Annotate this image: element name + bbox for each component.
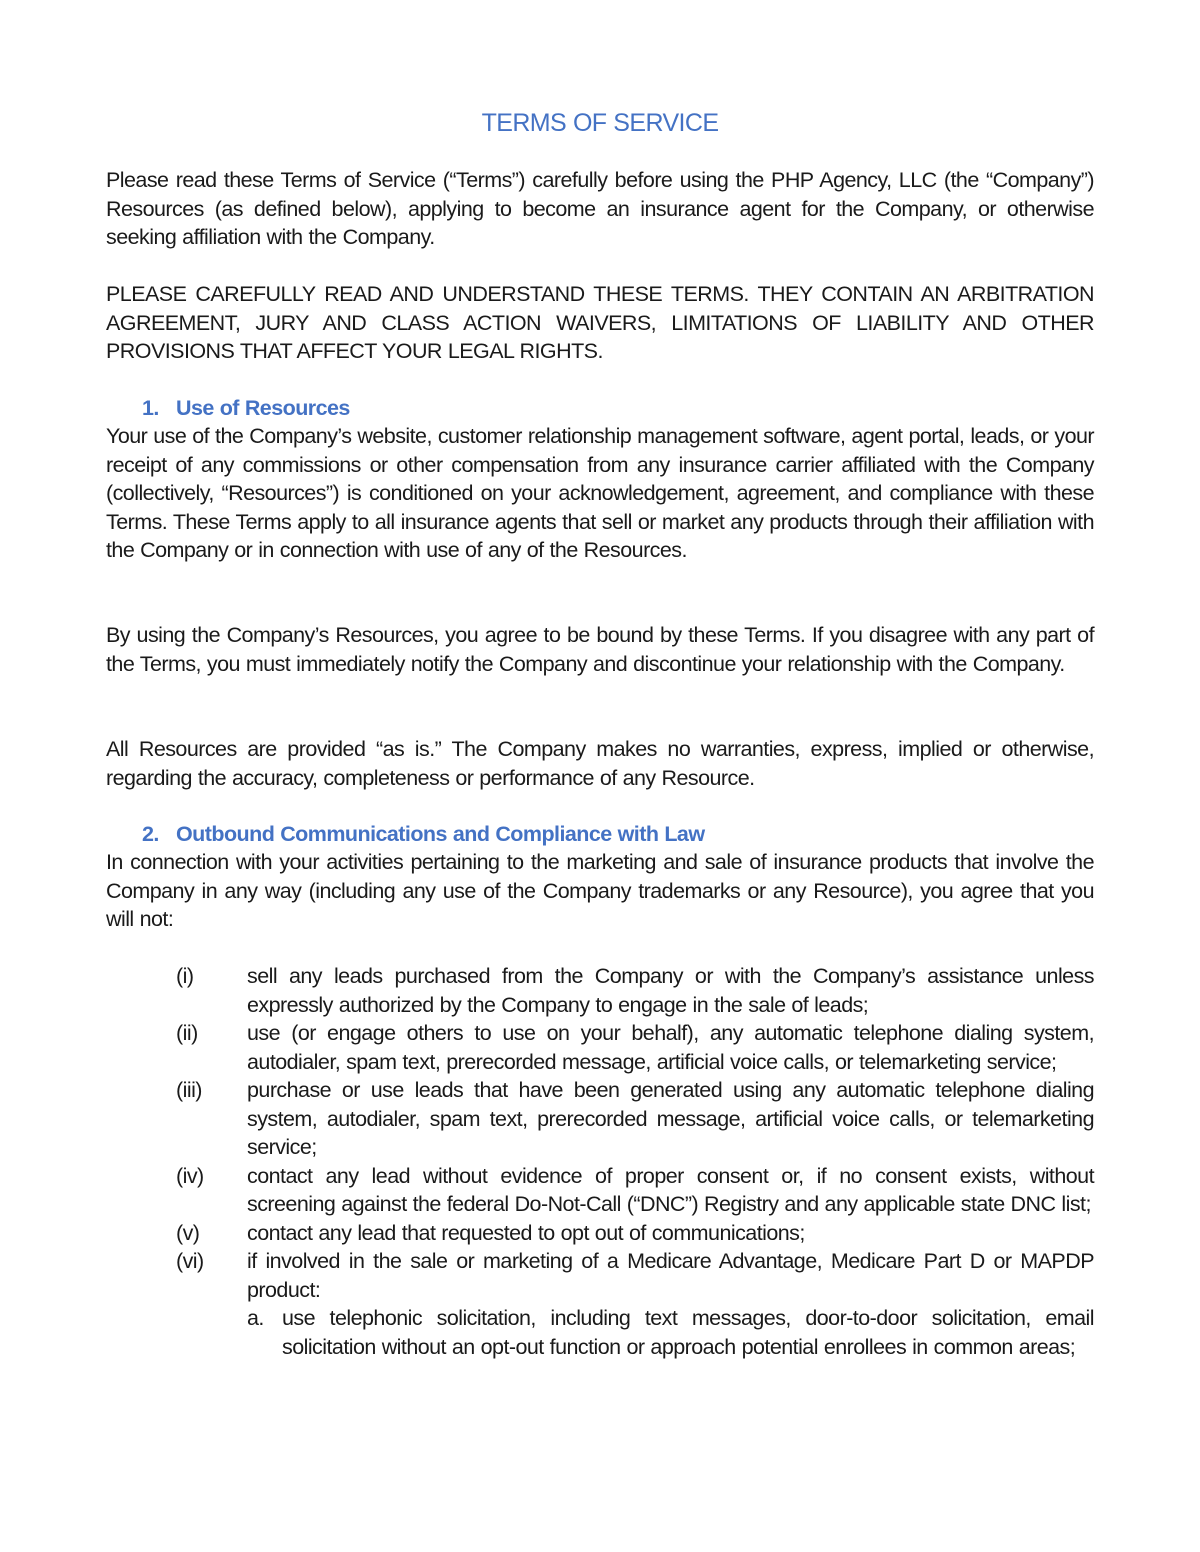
intro-paragraph: Please read these Terms of Service (“Terms”) carefully before using the PHP Agency, LLC (the “Company”) Resources (as defined below), applying to become an insurance agent for the Company, or otherwise seeking affiliation with the Company. [106, 168, 1094, 249]
list-item-text: use (or engage others to use on your behalf), any automatic telephone dialing system, autodialer, spam text, prerecorded message, artificial voice calls, or telemarketing service; [247, 1021, 1094, 1074]
sub-list-marker: a. [247, 1306, 264, 1330]
list-item [106, 1076, 1094, 1162]
legal-notice-paragraph: PLEASE CAREFULLY READ AND UNDERSTAND THESE TERMS. THEY CONTAIN AN ARBITRATION AGREEMENT, JURY AND CLASS ACTION WAIVERS, LIMITATIONS OF LIABILITY AND OTHER PROVISIONS THAT AFFECT YOUR LEGAL RIGHTS. [106, 282, 1094, 363]
list-marker: (iii) [176, 1078, 202, 1102]
section-1-title: Use of Resources [176, 396, 350, 420]
page-title: TERMS OF SERVICE [481, 109, 719, 137]
list-marker: (v) [176, 1220, 200, 1245]
section-2-paragraph-1: In connection with your activities pertaining to the marketing and sale of insurance products that involve the Company in any way (including any use of the Company trademarks or any Resource), you agree that you will not: [106, 850, 1094, 931]
prohibited-activities-list [106, 962, 1094, 1361]
list-item-text: purchase or use leads that have been generated using any automatic telephone dialing system, autodialer, spam text, prerecorded message, artificial voice calls, or telemarketing service; [247, 1078, 1094, 1159]
section-1-number: 1. [142, 396, 159, 420]
section-2-number: 2. [142, 822, 159, 846]
list-item [106, 962, 1094, 1019]
section-2-heading [142, 820, 705, 849]
list-item-text: contact any lead without evidence of proper consent or, if no consent exists, without screening against the federal Do-Not-Call (“DNC”) Registry and any applicable state DNC list; [247, 1163, 1094, 1216]
section-1-paragraph-1: Your use of the Company’s website, customer relationship management software, agent portal, leads, or your receipt of any commissions or other compensation from any insurance carrier affiliated with the Company (collectively, “Resources”) is conditioned on your acknowledgement, agreement, and compliance with these Terms. These Terms apply to all insurance agents that sell or market any products through their affiliation with the Company or in connection with use of any of the Resources. [106, 424, 1094, 562]
section-1-paragraph-2: By using the Company’s Resources, you agree to be bound by these Terms. If you disagree with any part of the Terms, you must immediately notify the Company and discontinue your relationship with the Company. [106, 623, 1094, 676]
sub-list-item [106, 1304, 1094, 1361]
list-marker: (iv) [176, 1163, 204, 1188]
list-item [106, 1247, 1094, 1304]
list-item [106, 1019, 1094, 1076]
list-marker: (vi) [176, 1249, 204, 1273]
list-item [106, 1219, 1094, 1248]
section-2-title: Outbound Communications and Compliance with Law [176, 822, 705, 846]
list-marker: (ii) [176, 1021, 198, 1045]
list-item-text: contact any lead that requested to opt out of communications; [247, 1220, 805, 1245]
section-1-heading [142, 394, 350, 423]
section-1-paragraph-3: All Resources are provided “as is.” The Company makes no warranties, express, implied or otherwise, regarding the accuracy, completeness or performance of any Resource. [106, 737, 1094, 790]
list-item [106, 1162, 1094, 1219]
list-marker: (i) [176, 964, 194, 988]
list-item-text: sell any leads purchased from the Company or with the Company’s assistance unless expressly authorized by the Company to engage in the sale of leads; [247, 964, 1094, 1017]
list-item-text: if involved in the sale or marketing of a Medicare Advantage, Medicare Part D or MAPDP product: [247, 1249, 1094, 1302]
sub-list-item-text: use telephonic solicitation, including text messages, door-to-door solicitation, email solicitation without an opt-out function or approach potential enrollees in common areas; [282, 1306, 1094, 1359]
